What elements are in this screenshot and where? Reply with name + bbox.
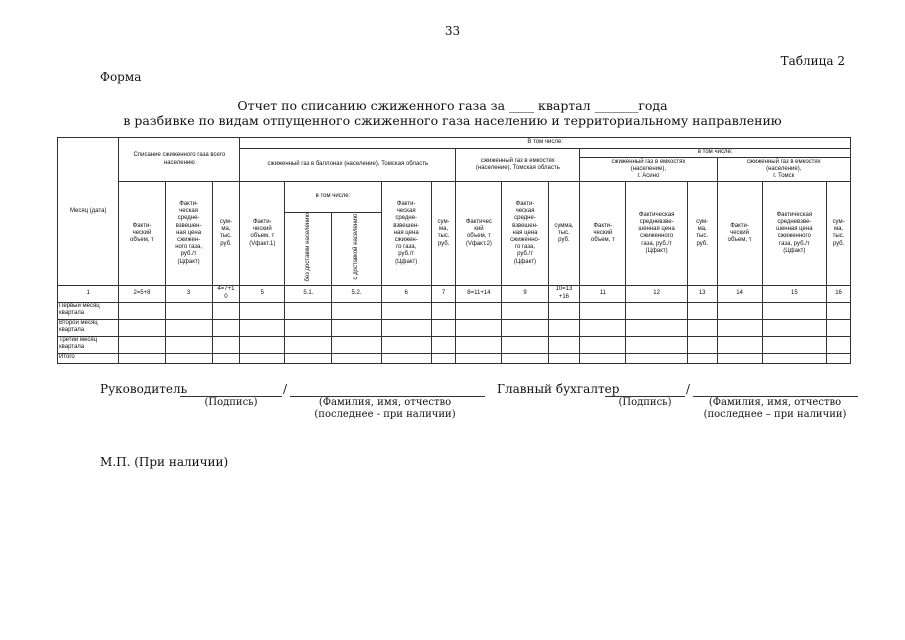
cell xyxy=(626,302,687,319)
cell xyxy=(548,336,580,353)
including-header: В том числе: xyxy=(240,138,851,149)
group-asino-header: сжиженный газ в емкостях (население), г. Асино xyxy=(580,158,717,182)
cell xyxy=(119,302,165,319)
col-volume-tanks: Фактичес кий объем, т (Vфакт.2) xyxy=(456,182,502,286)
group-tomsk-header: сжиженный газ в емкостях (население), г. Томск xyxy=(717,158,850,182)
column-number: 4=7+1 0 xyxy=(212,285,240,302)
cell xyxy=(687,302,717,319)
col-sum-asino: сум- ма, тыс. руб. xyxy=(687,182,717,286)
cell xyxy=(285,302,332,319)
cell xyxy=(762,336,827,353)
cell xyxy=(119,319,165,336)
cell xyxy=(827,353,851,363)
column-number: 15 xyxy=(762,285,827,302)
cell xyxy=(431,353,456,363)
cell xyxy=(580,302,626,319)
column-number: 7 xyxy=(431,285,456,302)
cell xyxy=(456,319,502,336)
cell xyxy=(687,319,717,336)
col-with-delivery-text: с доставкой населению xyxy=(352,214,359,281)
cell xyxy=(548,319,580,336)
cell xyxy=(165,336,212,353)
head-signature-hint: (Подпись) xyxy=(204,397,258,408)
report-table xyxy=(57,137,851,364)
column-number: 16 xyxy=(827,285,851,302)
col-volume: Факти- ческий объем, т xyxy=(119,182,165,286)
accountant-signature-hint: (Подпись) xyxy=(618,397,672,408)
cell xyxy=(626,353,687,363)
column-number: 5.2. xyxy=(332,285,381,302)
cell xyxy=(827,319,851,336)
group-bottles-header: сжиженный газ в баллонах (население), Томская область xyxy=(240,149,456,182)
col-price-asino: Фактическая средневзве- шенная цена сжиженного газа, руб./т (Цфакт) xyxy=(626,182,687,286)
form-label: Форма xyxy=(100,70,142,84)
table-row xyxy=(58,336,851,353)
head-label: Руководитель xyxy=(100,382,188,396)
col-sum-bottles: сум- ма, тыс. руб. xyxy=(431,182,456,286)
col-price-bottles: Факти- ческая средне- взвешен- ная цена сжижен- го газа, руб./т (Цфакт) xyxy=(381,182,431,286)
cell xyxy=(381,336,431,353)
col-without-delivery-text: без доставки населению xyxy=(304,213,311,282)
cell xyxy=(431,319,456,336)
row-label: Первый месяц квартала xyxy=(58,302,119,319)
group-tanks-header: сжиженный газ в емкостях (население), Томская область xyxy=(456,149,580,182)
cell xyxy=(240,302,285,319)
month-header: Месяц (дата) xyxy=(58,138,119,286)
cell xyxy=(285,336,332,353)
column-number: 1 xyxy=(58,285,119,302)
cell xyxy=(240,353,285,363)
cell xyxy=(827,302,851,319)
cell xyxy=(580,336,626,353)
report-title xyxy=(0,98,905,128)
cell xyxy=(165,302,212,319)
including-sub-header: в том числе: xyxy=(580,149,851,158)
col-including-inner: в том числе: xyxy=(285,182,381,213)
cell xyxy=(381,353,431,363)
col-sum-tanks: сумма, тыс. руб. xyxy=(548,182,580,286)
col-price-total: Факти- ческая средне- взвешен- ная цена сжижен- ного газа, руб./т (Цфакт) xyxy=(165,182,212,286)
cell xyxy=(548,353,580,363)
accountant-label: Главный бухгалтер xyxy=(497,382,620,396)
col-price-tanks: Факти- ческая средне- взвешен- ная цена сжиженно- го газа, руб./т (Цфакт) xyxy=(502,182,548,286)
cell xyxy=(456,302,502,319)
col-price-tomsk: Фактическая средневзве- шенная цена сжиженного газа, руб./т (Цфакт) xyxy=(762,182,827,286)
table-row-total xyxy=(58,353,851,363)
col-volume-asino: Факти- ческий объем, т xyxy=(580,182,626,286)
cell xyxy=(165,353,212,363)
cell xyxy=(212,302,240,319)
cell xyxy=(827,336,851,353)
cell xyxy=(212,319,240,336)
page-number: 33 xyxy=(444,24,461,38)
column-number: 5 xyxy=(240,285,285,302)
cell xyxy=(717,353,762,363)
cell xyxy=(240,319,285,336)
column-number: 5.1. xyxy=(285,285,332,302)
cell xyxy=(332,353,381,363)
cell xyxy=(762,302,827,319)
cell xyxy=(119,353,165,363)
column-number: 14 xyxy=(717,285,762,302)
col-sum: сум- ма, тыс. руб. xyxy=(212,182,240,286)
cell xyxy=(687,353,717,363)
head-name-hint: (Фамилия, имя, отчество (последнее - при наличии) xyxy=(314,397,456,420)
head-slash: / xyxy=(283,382,288,396)
write-off-total-header: Списание сжиженного газа всего населению xyxy=(119,138,240,182)
cell xyxy=(548,302,580,319)
cell xyxy=(381,302,431,319)
cell xyxy=(165,319,212,336)
cell xyxy=(626,336,687,353)
cell xyxy=(717,302,762,319)
cell xyxy=(456,353,502,363)
cell xyxy=(580,319,626,336)
column-number: 6 xyxy=(381,285,431,302)
cell xyxy=(717,319,762,336)
cell xyxy=(580,353,626,363)
cell xyxy=(456,336,502,353)
cell xyxy=(717,336,762,353)
row-label: Третий месяц квартала xyxy=(58,336,119,353)
cell xyxy=(502,336,548,353)
stamp-label: М.П. (При наличии) xyxy=(100,455,229,469)
cell xyxy=(502,319,548,336)
column-number: 9 xyxy=(502,285,548,302)
cell xyxy=(626,319,687,336)
column-number: 11 xyxy=(580,285,626,302)
accountant-signature-line xyxy=(605,384,685,397)
cell xyxy=(431,302,456,319)
col-sum-tomsk: сум- ма, тыс. руб. xyxy=(827,182,851,286)
cell xyxy=(332,302,381,319)
cell xyxy=(212,353,240,363)
column-number: 12 xyxy=(626,285,687,302)
cell xyxy=(332,336,381,353)
table-label: Таблица 2 xyxy=(780,54,845,68)
cell xyxy=(285,353,332,363)
cell xyxy=(762,353,827,363)
cell xyxy=(502,302,548,319)
column-number: 10=13 +16 xyxy=(548,285,580,302)
cell xyxy=(240,336,285,353)
column-number: 2=5+8 xyxy=(119,285,165,302)
column-number: 13 xyxy=(687,285,717,302)
accountant-name-hint: (Фамилия, имя, отчество (последнее – при наличии) xyxy=(703,397,847,420)
column-numbers-row xyxy=(58,285,851,302)
head-name-line xyxy=(290,384,485,397)
head-signature-line xyxy=(180,384,282,397)
accountant-slash: / xyxy=(686,382,691,396)
table-row xyxy=(58,302,851,319)
report-title-line-1: Отчет по списанию сжиженного газа за ____ квартал _______года xyxy=(237,98,668,113)
col-without-delivery xyxy=(285,213,332,286)
cell xyxy=(431,336,456,353)
cell xyxy=(332,319,381,336)
cell xyxy=(502,353,548,363)
cell xyxy=(762,319,827,336)
cell xyxy=(285,319,332,336)
report-title-line-2: в разбивке по видам отпущенного сжиженного газа населению и территориальному направлению xyxy=(123,113,782,128)
row-label: Второй месяц квартала xyxy=(58,319,119,336)
col-volume-tomsk: Факти- ческий объем, т xyxy=(717,182,762,286)
cell xyxy=(381,319,431,336)
column-number: 8=11+14 xyxy=(456,285,502,302)
cell xyxy=(687,336,717,353)
accountant-name-line xyxy=(693,384,858,397)
column-number: 3 xyxy=(165,285,212,302)
cell xyxy=(212,336,240,353)
cell xyxy=(119,336,165,353)
col-with-delivery xyxy=(332,213,381,286)
col-volume-bottles: Факти- ческий объем, т (Vфакт.1) xyxy=(240,182,285,286)
row-label: Итого xyxy=(58,353,119,363)
table-row xyxy=(58,319,851,336)
